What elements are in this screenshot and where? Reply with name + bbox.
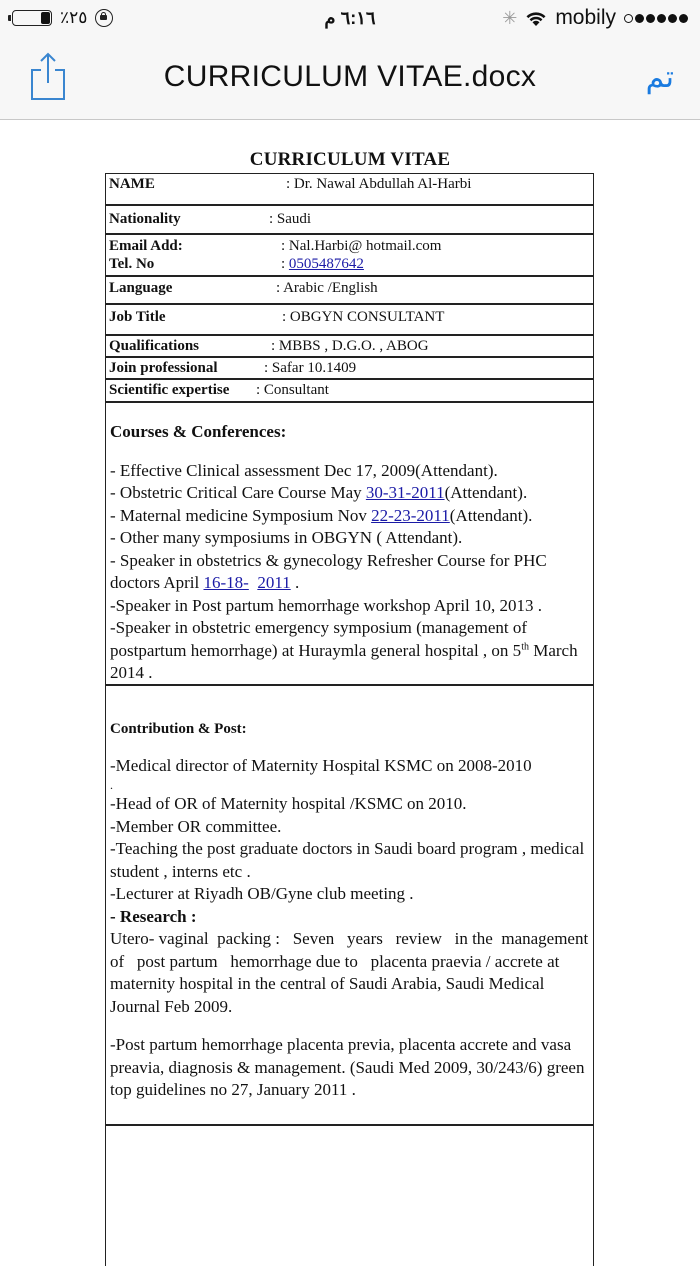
row-scientific-expertise — [106, 380, 593, 403]
carrier-name: mobily — [555, 6, 616, 29]
tel-link[interactable]: 0505487642 — [288, 256, 364, 272]
signal-dot — [624, 14, 633, 23]
cv-heading: CURRICULUM VITAE — [249, 149, 451, 170]
course-date-link[interactable]: 22-23-2011 — [371, 505, 450, 525]
row-nationality — [106, 206, 593, 235]
ordinal-suffix: th — [521, 640, 529, 652]
email-label: Email Add: — [109, 238, 183, 254]
document-title: CURRICULUM VITAE.docx — [163, 60, 537, 93]
signal-dot — [646, 14, 655, 23]
scientific-expertise-label: Scientific expertise — [109, 382, 230, 398]
row-join-professional — [106, 358, 593, 380]
navigation-bar — [0, 38, 700, 120]
signal-dot — [679, 14, 688, 23]
status-time: ٦:١٦ م — [324, 8, 376, 28]
job-title-value: : OBGYN CONSULTANT — [282, 309, 445, 325]
speaker-emergency-item — [110, 617, 589, 685]
contribution-item: -Head of OR of Maternity hospital /KSMC on 2010. — [110, 794, 467, 813]
name-label: NAME — [109, 176, 155, 192]
contribution-item: -Medical director of Maternity Hospital KSMC on 2008-2010 — [110, 755, 532, 775]
course-date-link[interactable]: 30-31-2011 — [365, 483, 445, 502]
email-value: : Nal.Harbi@ hotmail.com — [281, 238, 442, 254]
language-label: Language — [109, 280, 173, 296]
course-text: - Maternal medicine Symposium Nov — [110, 505, 372, 525]
tel-line — [281, 256, 364, 273]
cv-table — [105, 173, 597, 1266]
speaker-phc-date-link[interactable]: 16-18- — [203, 573, 249, 592]
nationality-label: Nationality — [109, 211, 181, 227]
course-item — [110, 482, 589, 505]
contribution-item: -Member OR committee. — [110, 816, 282, 836]
row-contact — [106, 235, 593, 277]
research-item: -Post partum hemorrhage placenta previa, placenta accrete and vasa preavia, diagnosis & management. (Saudi Med 2009, 30/243/6) green top guidelines no 27, January 2011 . — [110, 1035, 585, 1099]
row-job-title — [106, 305, 593, 336]
qualifications-value: : MBBS , D.G.O. , ABOG — [271, 338, 429, 354]
join-professional-value: : Safar 10.1409 — [264, 360, 357, 376]
speaker-emergency-suffix: March 2014 . — [110, 640, 578, 682]
battery-percent: ٪٢٥ — [60, 8, 88, 27]
status-bar — [0, 0, 700, 38]
speaker-phc-suffix: . — [290, 573, 300, 592]
row-qualifications — [106, 336, 593, 358]
empty-table-row — [106, 1126, 593, 1266]
contribution-section — [106, 686, 597, 1126]
courses-section — [106, 403, 593, 686]
signal-strength-icon — [624, 14, 688, 23]
speaker-emergency-text: -Speaker in obstetric emergency symposium (management of postpartum hemorrhage) at Huraymla general hospital , on 5 — [110, 618, 528, 660]
wifi-icon — [525, 10, 547, 27]
signal-dot — [657, 14, 666, 23]
tel-prefix: : — [281, 256, 289, 272]
course-suffix: (Attendant). — [449, 505, 533, 525]
contribution-item: . — [110, 778, 113, 792]
join-professional-label: Join professional — [109, 360, 218, 376]
signal-dot — [635, 14, 644, 23]
row-language — [106, 277, 593, 305]
speaker-phc-year-link[interactable]: 2011 — [257, 573, 291, 592]
speaker-phc-item — [110, 550, 589, 595]
speaker-pph-item: -Speaker in Post partum hemorrhage workshop April 10, 2013 . — [110, 595, 543, 615]
scientific-expertise-value: : Consultant — [256, 382, 329, 398]
language-value: : Arabic /English — [276, 280, 378, 296]
course-item — [110, 505, 589, 528]
course-item — [110, 527, 589, 550]
research-heading: - Research : — [110, 906, 197, 926]
activity-spinner-icon: ✳ — [502, 7, 518, 28]
job-title-label: Job Title — [109, 309, 166, 325]
done-button[interactable]: تم — [645, 60, 674, 95]
row-name — [106, 174, 593, 206]
contribution-item: -Teaching the post graduate doctors in Saudi board program , medical student , interns etc . — [110, 839, 585, 881]
contribution-heading: Contribution & Post: — [110, 721, 247, 737]
course-text: - Other many symposiums in OBGYN ( Attendant). — [110, 528, 463, 547]
qualifications-label: Qualifications — [109, 338, 200, 354]
tel-label: Tel. No — [109, 256, 155, 272]
speaker-phc-text: - Speaker in obstetrics & gynecology Refresher Course for PHC doctors April — [110, 550, 547, 592]
course-text: - Effective Clinical assessment Dec 17, 2009(Attendant). — [110, 460, 498, 480]
course-item — [110, 460, 589, 483]
course-text: - Obstetric Critical Care Course May — [110, 483, 366, 502]
course-suffix: (Attendant). — [444, 483, 528, 502]
signal-dot — [668, 14, 677, 23]
document-view — [0, 121, 700, 1244]
research-item: Utero- vaginal packing : Seven years review in the management of post partum hemorrhage due to placenta praevia / accrete at maternity hospital in the central of Saudi Arabia, Saudi Medical Journal Feb 2009. — [110, 929, 597, 1016]
contribution-item: -Lecturer at Riyadh OB/Gyne club meeting . — [110, 884, 414, 903]
nationality-value: : Saudi — [269, 211, 312, 227]
status-right — [502, 6, 688, 30]
name-value: : Dr. Nawal Abdullah Al-Harbi — [286, 176, 472, 192]
courses-heading: Courses & Conferences: — [110, 422, 287, 441]
